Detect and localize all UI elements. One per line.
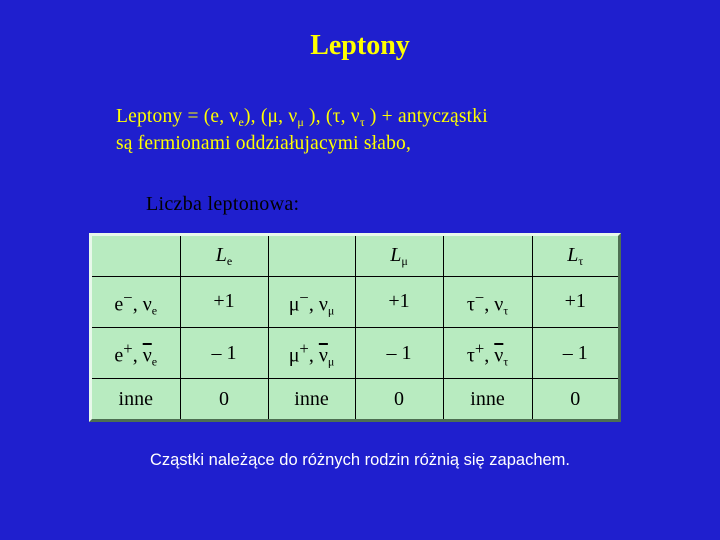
intro-fragment: Leptony = (e, ν	[116, 106, 239, 127]
particle-cell	[92, 327, 180, 378]
neutrino-sub: τ	[503, 354, 509, 369]
header-empty-cell	[92, 236, 180, 276]
particle-symbol: μ	[288, 293, 300, 316]
charge-sup: +	[474, 338, 485, 358]
particle-cell: inne	[92, 379, 180, 419]
table-row	[92, 379, 618, 419]
particle-cell	[92, 276, 180, 327]
particle-cell	[268, 276, 355, 327]
particle-cell	[443, 327, 532, 378]
value-cell: 0	[532, 379, 618, 419]
neutrino-sub: μ	[327, 303, 335, 318]
value-cell: +1	[532, 276, 618, 327]
neutrino-sub: μ	[327, 354, 335, 369]
header-lmu-sub: μ	[401, 254, 408, 269]
separator: ,	[132, 293, 143, 316]
lepton-number-table	[89, 233, 621, 422]
subscript-mu: μ	[297, 115, 304, 129]
particle-symbol: μ	[288, 344, 300, 367]
neutrino-symbol: ν	[318, 293, 328, 316]
value-cell: 0	[355, 379, 443, 419]
antineutrino-symbol: $\overline{\nu}$	[494, 344, 504, 367]
neutrino-sub: e	[151, 303, 158, 318]
neutrino-symbol: ν	[142, 293, 152, 316]
intro-fragment: ), (μ, ν	[243, 106, 298, 127]
neutrino-sub: τ	[503, 303, 509, 318]
value-cell: +1	[355, 276, 443, 327]
intro-text	[116, 103, 696, 157]
particle-symbol: e	[114, 344, 124, 367]
intro-fragment: ), (τ, ν	[303, 106, 360, 127]
separator: ,	[132, 344, 143, 367]
particle-symbol: e	[114, 293, 124, 316]
particle-symbol: τ	[466, 344, 475, 367]
header-ltau-sub: τ	[578, 254, 584, 269]
table-row	[92, 327, 618, 378]
header-le-sub: e	[226, 254, 233, 269]
footer-note: Cząstki należące do różnych rodzin różnią się zapachem.	[149, 451, 571, 469]
charge-sup: −	[299, 287, 309, 307]
subscript-e: e	[238, 115, 244, 129]
subscript-tau: τ	[359, 115, 365, 129]
particle-symbol: τ	[466, 293, 475, 316]
header-ltau	[532, 236, 618, 276]
separator: ,	[484, 344, 495, 367]
header-le	[180, 236, 268, 276]
intro-line-2: są fermionami oddziałujacymi słabo,	[116, 133, 412, 154]
lepton-number-label: Liczba leptonowa:	[146, 193, 300, 215]
value-cell: 0	[180, 379, 268, 419]
separator: ,	[308, 293, 319, 316]
charge-sup: +	[123, 338, 133, 358]
charge-sup: −	[123, 287, 133, 307]
antineutrino-symbol: $\overline{\nu}$	[142, 344, 152, 367]
neutrino-symbol: ν	[494, 293, 504, 316]
separator: ,	[484, 293, 495, 316]
header-empty-cell	[268, 236, 355, 276]
header-ltau-main: L	[567, 244, 579, 267]
value-cell: – 1	[355, 327, 443, 378]
particle-cell: inne	[443, 379, 532, 419]
table-row	[92, 276, 618, 327]
intro-line-1	[116, 103, 696, 130]
charge-sup: −	[474, 287, 485, 307]
neutrino-sub: e	[151, 354, 158, 369]
value-cell: – 1	[532, 327, 618, 378]
header-lmu	[355, 236, 443, 276]
particle-cell	[268, 327, 355, 378]
value-cell: +1	[180, 276, 268, 327]
intro-fragment: ) + antycząstki	[364, 106, 488, 127]
particle-cell	[443, 276, 532, 327]
antineutrino-symbol: $\overline{\nu}$	[318, 344, 328, 367]
header-le-main: L	[215, 244, 227, 267]
table-header-row	[92, 236, 618, 276]
header-empty-cell	[443, 236, 532, 276]
charge-sup: +	[299, 338, 309, 358]
table	[92, 236, 618, 419]
separator: ,	[308, 344, 319, 367]
header-lmu-main: L	[390, 244, 402, 267]
value-cell: – 1	[180, 327, 268, 378]
particle-cell: inne	[268, 379, 355, 419]
slide-title: Leptony	[310, 30, 410, 61]
